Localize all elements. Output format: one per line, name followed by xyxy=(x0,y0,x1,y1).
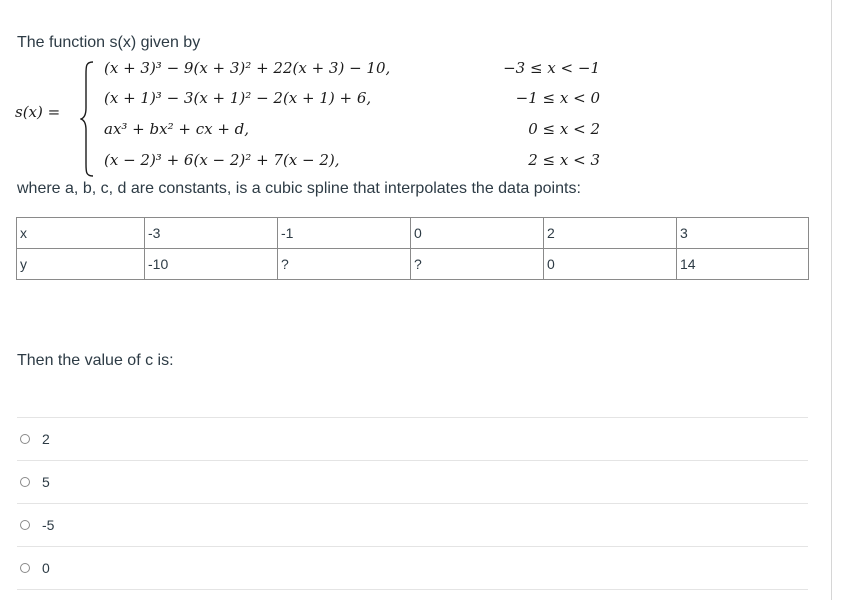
answer-label: 5 xyxy=(42,474,50,490)
table-cell: y xyxy=(17,249,145,280)
table-cell: -3 xyxy=(145,218,278,249)
radio-button[interactable] xyxy=(20,520,30,530)
right-border-line xyxy=(831,0,832,600)
answer-label: -5 xyxy=(42,517,55,533)
question-prompt: Then the value of c is: xyxy=(17,352,174,369)
answer-label: 2 xyxy=(42,431,50,447)
question-description: where a, b, c, d are constants, is a cubic spline that interpolates the data points: xyxy=(17,180,581,197)
piece-4-expression: (x − 2)³ + 6(x − 2)² + 7(x − 2), xyxy=(104,151,340,169)
piece-4-condition: 2 ≤ x < 3 xyxy=(528,151,600,169)
answer-option-1[interactable] xyxy=(17,417,808,460)
answer-option-3[interactable] xyxy=(17,503,808,546)
table-cell: 0 xyxy=(544,249,677,280)
table-row-y xyxy=(17,249,809,280)
table-cell: 3 xyxy=(677,218,809,249)
question-intro: The function s(x) given by xyxy=(17,34,201,51)
radio-button[interactable] xyxy=(20,563,30,573)
table-cell: x xyxy=(17,218,145,249)
piece-2-condition: −1 ≤ x < 0 xyxy=(515,89,600,107)
piece-3-condition: 0 ≤ x < 2 xyxy=(528,120,600,138)
table-cell: 0 xyxy=(411,218,544,249)
table-cell: ? xyxy=(278,249,411,280)
table-cell: 14 xyxy=(677,249,809,280)
table-cell: 2 xyxy=(544,218,677,249)
radio-button[interactable] xyxy=(20,434,30,444)
table-cell: ? xyxy=(411,249,544,280)
table-cell: -10 xyxy=(145,249,278,280)
table-cell: -1 xyxy=(278,218,411,249)
piece-2-expression: (x + 1)³ − 3(x + 1)² − 2(x + 1) + 6, xyxy=(104,89,372,107)
answer-label: 0 xyxy=(42,560,50,576)
piece-1-condition: −3 ≤ x < −1 xyxy=(503,59,600,77)
answer-list xyxy=(17,417,808,590)
function-label: s(x) = xyxy=(15,103,61,121)
table-row-x xyxy=(17,218,809,249)
piece-1-expression: (x + 3)³ − 9(x + 3)² + 22(x + 3) − 10, xyxy=(104,59,391,77)
radio-button[interactable] xyxy=(20,477,30,487)
answer-option-2[interactable] xyxy=(17,460,808,503)
left-brace xyxy=(80,60,94,178)
answer-option-4[interactable] xyxy=(17,546,808,590)
data-points-table xyxy=(16,217,809,280)
piece-3-expression: ax³ + bx² + cx + d, xyxy=(104,120,250,138)
